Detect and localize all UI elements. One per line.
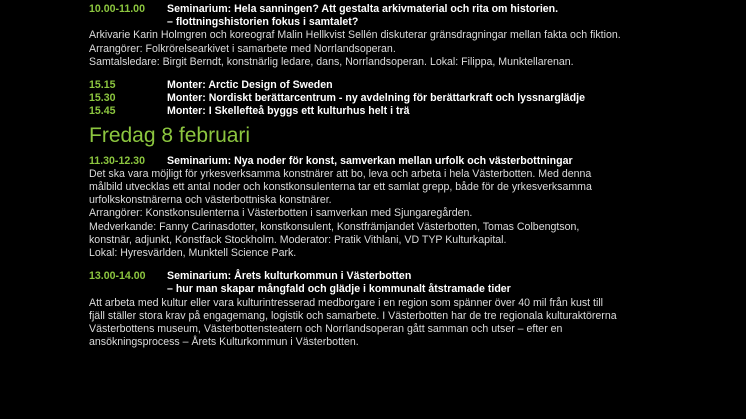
- description-line: Medverkande: Fanny Carinasdotter, konstkonsulent, Konstfrämjandet Västerbotten, Tomas Colbengtson,: [89, 220, 580, 233]
- monter-row: [89, 92, 739, 105]
- event-header: [89, 270, 739, 283]
- description-line: ansökningsprocess – Årets Kulturkommun i Västerbotten.: [89, 336, 359, 349]
- description-line: Arrangörer: Folkrörelsearkivet i samarbete med Norrlandsoperan.: [89, 42, 396, 55]
- description-line: fjäll ställer stora krav på engagemang, logistik och samarbete. I Västerbotten har de tre regionala kulturaktörerna: [89, 309, 617, 322]
- monter-row: [89, 79, 739, 92]
- event-subtitle: – hur man skapar mångfald och glädje i kommunalt åtstramade tider: [167, 283, 511, 296]
- program-page: [89, 3, 739, 349]
- event-header: [89, 3, 739, 16]
- description-line: Västerbottens museum, Västerbottensteatern och Norrlandsoperan gått samman och utser – efter en: [89, 323, 563, 336]
- event-time: 13.00-14.00: [89, 270, 146, 283]
- event-time: 10.00-11.00: [89, 3, 145, 15]
- monter-time: 15.30: [89, 92, 116, 105]
- monter-time: 15.15: [89, 79, 116, 92]
- monter-title: Monter: Arctic Design of Sweden: [167, 79, 333, 92]
- monter-row: [89, 105, 739, 118]
- monter-title: Monter: I Skellefteå byggs ett kulturhus helt i trä: [167, 105, 410, 118]
- description-line: Att arbeta med kultur eller vara kulturintresserad medborgare i en region som spänner över 40 mil från kust till: [89, 296, 604, 309]
- event-description: [89, 297, 739, 350]
- description-line: urfolkskonstnärerna och västerbottniska konstnärer.: [89, 194, 332, 207]
- event-header: [89, 155, 739, 168]
- event-title: Seminarium: Hela sanningen? Att gestalta arkivmaterial och rita om historien.: [167, 3, 559, 15]
- event-title: Seminarium: Årets kulturkommun i Västerbotten: [167, 270, 412, 283]
- description-line: Arrangörer: Konstkonsulenterna i Västerbotten i samverkan med Sjungaregården.: [89, 207, 473, 220]
- description-line: Samtalsledare: Birgit Berndt, konstnärlig ledare, dans, Norrlandsoperan. Lokal: Filippa, Munktellarenan.: [89, 55, 574, 68]
- description-line: Det ska vara möjligt för yrkesverksamma konstnärer att bo, leva och arbeta i hela Västerbotten. Med denna: [89, 167, 592, 180]
- description-line: målbild utvecklas ett antal noder och konstkonsulenterna tar ett samlat grepp, både för de yrkesverksamma: [89, 181, 592, 194]
- day-heading: Fredag 8 februari: [89, 123, 251, 147]
- event-title: Seminarium: Nya noder för konst, samverkan mellan urfolk och västerbottningar: [167, 154, 573, 167]
- description-line: Lokal: Hyresvärlden, Munktell Science Park.: [89, 247, 297, 260]
- description-line: konstnär, adjunkt, Konstfack Stockholm. Moderator: Pratik Vithlani, VD TYP Kulturkapital.: [89, 233, 507, 246]
- monter-time: 15.45: [89, 105, 116, 118]
- event-subtitle: – flottningshistorien fokus i samtalet?: [167, 16, 359, 29]
- event-description: [89, 29, 739, 69]
- monter-title: Monter: Nordiskt berättarcentrum - ny avdelning för berättarkraft och lyssnarglädje: [167, 92, 585, 105]
- description-line: Arkivarie Karin Holmgren och koreograf Malin Hellkvist Sellén diskuterar gränsdragningar mellan fakta och fiktion.: [89, 29, 621, 42]
- event-time: 11.30-12.30: [89, 154, 145, 167]
- event-description: [89, 168, 739, 260]
